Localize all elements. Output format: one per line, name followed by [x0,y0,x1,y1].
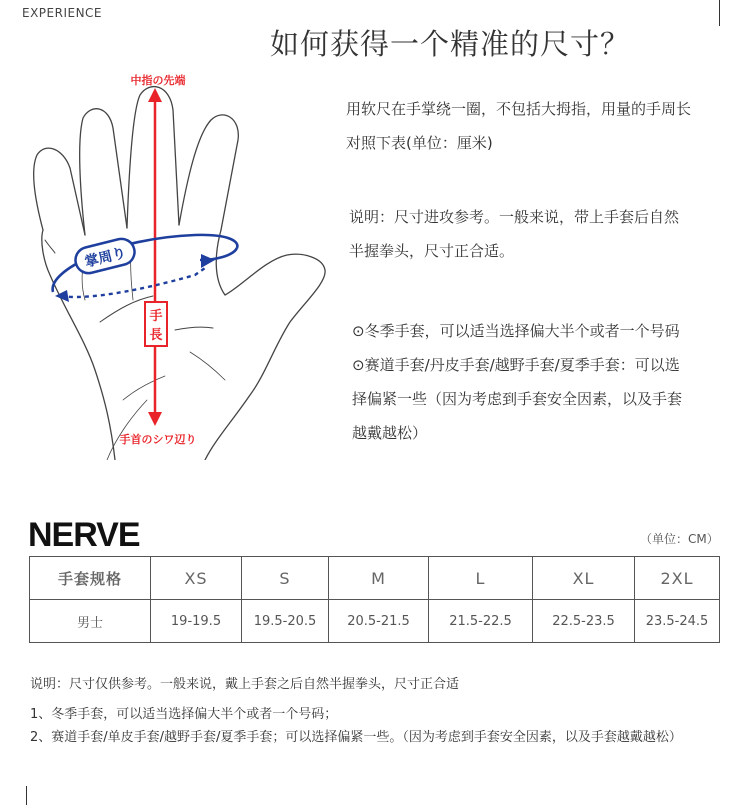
notes-summary: 说明：尺寸仅供参考。一般来说，戴上手套之后自然半握拳头，尺寸正合适 [30,677,460,692]
length-label-bottom: 長 [149,328,163,343]
instruction-block-3 [352,314,732,450]
length-label-box [145,302,167,346]
hand-measurement-diagram [25,70,330,460]
divider-bottom [26,786,27,805]
size-s: S [242,557,329,600]
row-label-men: 男士 [30,600,151,643]
palm-label: 掌周り [83,245,128,271]
size-header-row [30,557,720,600]
instruction-2-line-1: 说明：尺寸进攻参考。一般来说，带上手套后自然 [349,208,680,226]
size-xl: XL [533,557,635,600]
instruction-block-1 [346,92,736,160]
value-m: 20.5-21.5 [329,600,429,643]
page-title: 如何获得一个精准的尺寸？ [270,27,631,61]
size-m: M [329,557,429,600]
value-l: 21.5-22.5 [429,600,533,643]
size-xs: XS [151,557,242,600]
note-item-2: 2、赛道手套/单皮手套/越野手套/夏季手套；可以选择偏紧一些。（因为考虑到手套安全因素，以及手套越戴越松） [30,730,682,745]
instruction-3-line-2: ⊙赛道手套/丹皮手套/越野手套/夏季手套：可以选 [352,356,680,374]
size-row-header: 手套规格 [30,557,151,600]
table-row [30,600,720,643]
length-label-top: 手 [149,309,163,324]
divider-top [719,0,720,26]
instruction-3-line-3: 择偏紧一些（因为考虑到手套安全因素，以及手套 [352,390,683,408]
length-arrow [148,88,162,426]
instruction-1-line-1: 用软尺在手掌绕一圈，不包括大拇指，用量的手周长 [346,100,692,118]
nerve-logo [28,512,154,552]
instruction-block-2 [349,200,729,268]
value-xs: 19-19.5 [151,600,242,643]
instruction-2-line-2: 半握拳头，尺寸正合适。 [349,242,515,260]
value-2xl: 23.5-24.5 [635,600,720,643]
bottom-point-label: 手首のシワ辺り [119,433,197,446]
instruction-3-line-4: 越戴越松） [352,424,428,442]
unit-label: （单位：CM） [640,532,719,546]
logo-text: NERVE [28,516,140,552]
size-2xl: 2XL [635,557,720,600]
hand-outline [34,87,325,460]
brand-subtitle: EXPERIENCE [22,6,103,20]
note-item-1: 1、冬季手套，可以适当选择偏大半个或者一个号码； [30,707,338,722]
size-table [29,556,720,643]
value-s: 19.5-20.5 [242,600,329,643]
top-point-label: 中指の先端 [130,74,186,87]
notes-list [30,703,682,749]
palm-label-badge [73,236,138,276]
size-l: L [429,557,533,600]
instruction-1-line-2: 对照下表(单位：厘米) [346,134,493,152]
value-xl: 22.5-23.5 [533,600,635,643]
instruction-3-line-1: ⊙冬季手套，可以适当选择偏大半个或者一个号码 [352,322,680,340]
